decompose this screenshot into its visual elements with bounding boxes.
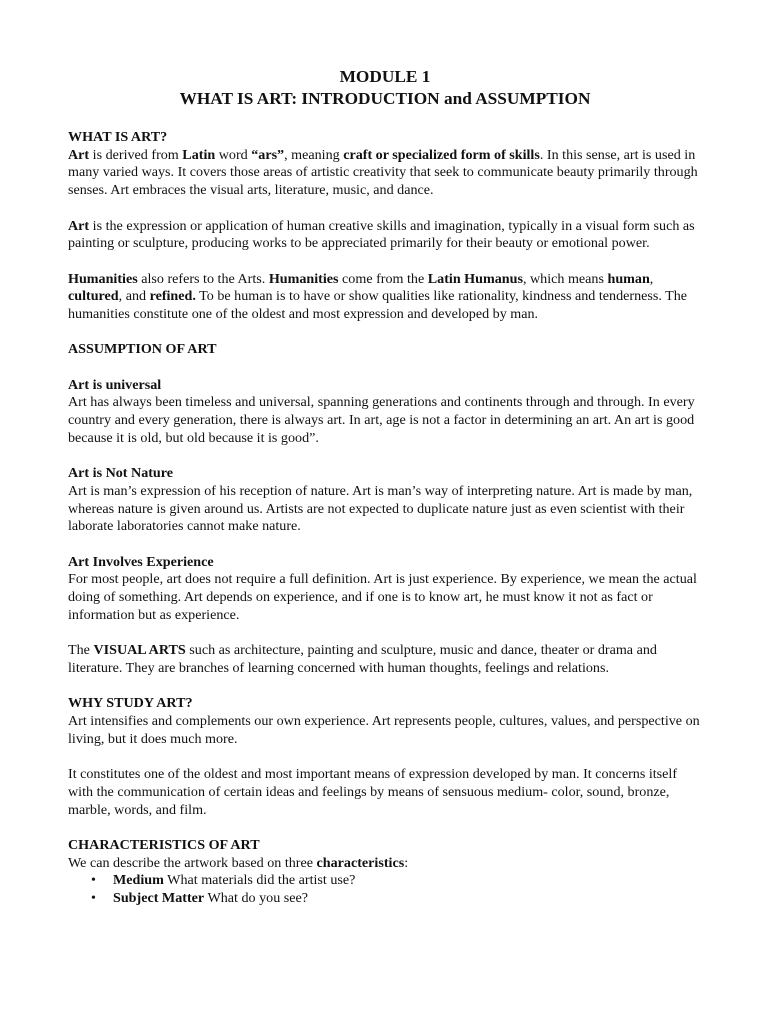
text-run: is the expression or application of human creative skills and imagination, typically in a visual form such as painting or sculpture, producing works to be appreciated primarily for their beauty or emotional power. — [68, 217, 695, 252]
text-run: To be human is to have or show qualities like rationality, kindness and tenderness. The humanities constitute one of the oldest and most expression and developed by man. — [68, 288, 688, 322]
characteristics-list — [68, 872, 702, 907]
paragraph-humanities — [68, 271, 702, 324]
subheading-art-involves-experience: Art Involves Experience — [68, 553, 214, 570]
section-heading-assumption: ASSUMPTION OF ART — [68, 341, 217, 358]
term-humanities: Humanities — [268, 270, 339, 287]
term-art: Art — [68, 146, 90, 163]
list-item-text: What do you see? — [204, 890, 309, 907]
term-ars: “ars” — [251, 146, 285, 163]
page-title: WHAT IS ART: INTRODUCTION and ASSUMPTION — [179, 89, 591, 108]
text-run: word — [215, 146, 252, 163]
paragraph-not-nature: Art is man’s expression of his reception of nature. Art is man’s way of interpreting nature. Art is made by man, whereas nature is given around us. Artists are not expected to duplicate nature just as even scientist with their laborate laboratories cannot make nature. — [68, 482, 693, 535]
list-item — [68, 890, 702, 908]
list-item-text: What materials did the artist use? — [163, 872, 356, 889]
paragraph-why-study-1: Art intensifies and complements our own experience. Art represents people, cultures, values, and perspective on living, but it does much more. — [68, 713, 700, 747]
text-run: come from the — [338, 270, 428, 287]
text-run: : — [404, 854, 409, 871]
section-heading-what-is-art: WHAT IS ART? — [68, 129, 168, 145]
term-art: Art — [68, 217, 90, 234]
term-human: human — [607, 270, 650, 287]
paragraph-art-expression — [68, 218, 702, 253]
text-run: We can describe the artwork based on three — [68, 854, 317, 871]
paragraph-experience: For most people, art does not require a full definition. Art is just experience. By experience, we mean the actual doing of something. Art depends on experience, and if one is to know art, he must know it not as fact or information but as experience. — [68, 571, 697, 623]
bullet-icon: • — [91, 891, 96, 907]
text-run: such as architecture, painting and sculpture, music and dance, theater or drama and literature. They are branches of learning concerned with human thoughts, feelings and relations. — [68, 642, 657, 676]
term-visual-arts: VISUAL ARTS — [93, 642, 186, 659]
term-latin-humanus: Latin Humanus — [427, 270, 523, 287]
paragraph-why-study-2: It constitutes one of the oldest and most important means of expression developed by man. It concerns itself with the communication of certain ideas and feelings by means of sensuous medium- color, sound, bronze, marble, words, and film. — [68, 766, 678, 818]
list-item — [68, 872, 702, 890]
text-run: . In this sense, art is used in many varied ways. It covers those areas of artistic creativity that seek to communicate beauty primarily through senses. Art embraces the visual arts, literature, music, and dance. — [68, 146, 698, 199]
paragraph-art-definition — [68, 147, 702, 200]
list-item-label: Subject Matter — [113, 890, 205, 907]
subheading-art-is-universal: Art is universal — [68, 376, 162, 393]
text-run: , meaning — [284, 146, 344, 163]
term-latin: Latin — [182, 146, 216, 163]
paragraph-characteristics-intro — [68, 855, 702, 873]
bullet-icon: • — [91, 873, 96, 889]
term-cultured: cultured — [68, 288, 119, 305]
term-craft: craft or specialized form of skills — [343, 146, 540, 163]
text-run: The — [68, 642, 94, 659]
document-page — [68, 66, 702, 908]
module-number: MODULE 1 — [339, 67, 431, 86]
text-run: , — [649, 270, 654, 287]
paragraph-universal: Art has always been timeless and universal, spanning generations and continents through and through. In every country and every generation, there is always art. In art, age is not a factor in determining an art. An art is good because it is old, but old because it is good”. — [68, 394, 695, 446]
section-heading-why-study: WHY STUDY ART? — [68, 695, 193, 712]
list-item-label: Medium — [113, 872, 164, 889]
text-run: also refers to the Arts. — [137, 270, 269, 287]
subheading-art-is-not-nature: Art is Not Nature — [68, 465, 174, 482]
term-humanities: Humanities — [68, 270, 138, 287]
term-characteristics: characteristics — [316, 854, 405, 871]
term-refined: refined. — [149, 288, 196, 305]
text-run: , which means — [522, 270, 608, 287]
text-run: is derived from — [89, 146, 183, 163]
paragraph-visual-arts — [68, 642, 702, 677]
section-heading-characteristics: CHARACTERISTICS OF ART — [68, 836, 260, 853]
text-run: , and — [118, 288, 150, 305]
